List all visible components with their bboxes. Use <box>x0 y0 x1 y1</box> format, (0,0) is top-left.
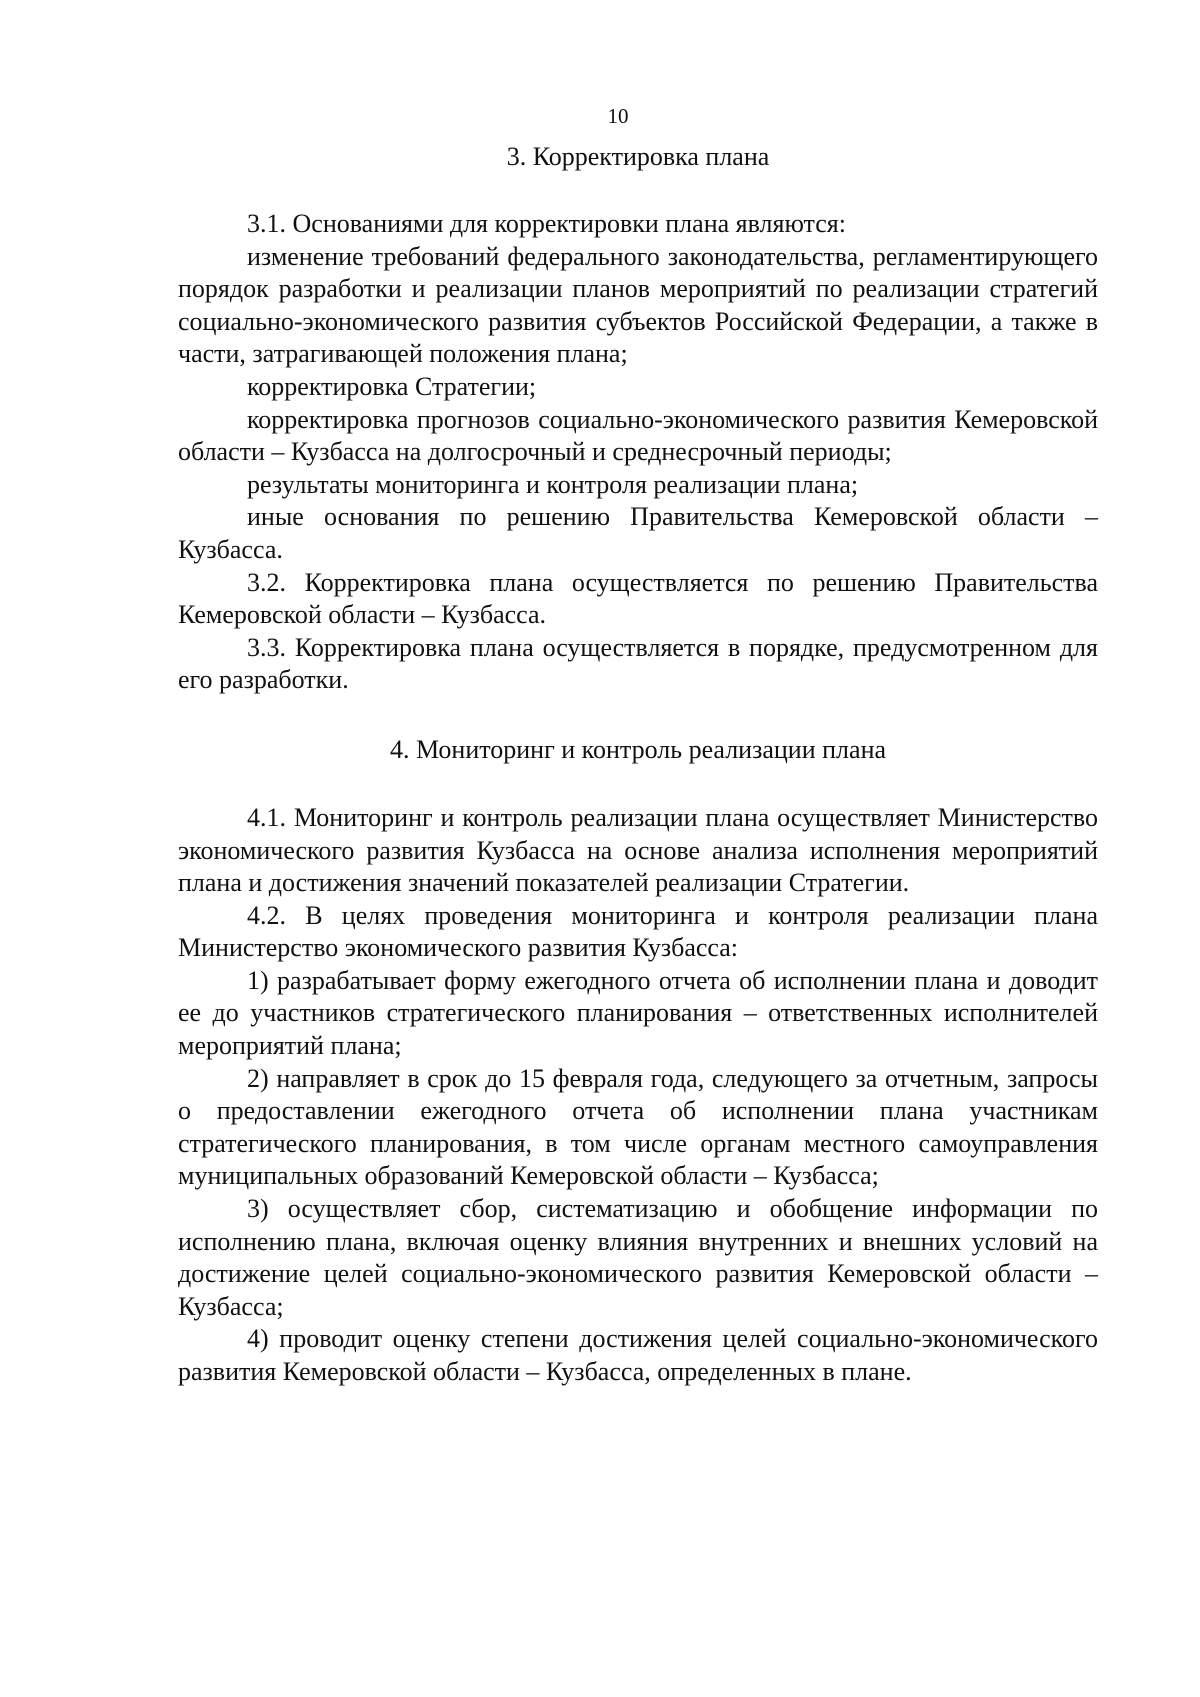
basis-item-forecasts: корректировка прогнозов социально-экономического развития Кемеровской области – Кузбасса на долгосрочный и среднесрочный периоды; <box>178 404 1098 467</box>
document-body <box>178 140 1098 1389</box>
paragraph-3-1: 3.1. Основаниями для корректировки плана являются: <box>247 209 846 238</box>
list-item-2: 2) направляет в срок до 15 февраля года, следующего за отчетным, запросы о предоставлении ежегодного отчета об исполнении плана участникам стратегического планирования, в том числе органам местного самоуправления муниципальных образований Кемеровской области – Кузбасса; <box>178 1063 1098 1191</box>
page-number: 10 <box>607 104 629 128</box>
paragraph-3-2: 3.2. Корректировка плана осуществляется по решению Правительства Кемеровской области – Кузбасса. <box>178 567 1098 630</box>
basis-item-legislation: изменение требований федерального законодательства, регламентирующего порядок разработки и реализации планов мероприятий по реализации стратегий социально-экономического развития субъектов Российской Федерации, а также в части, затрагивающей положения плана; <box>178 241 1098 369</box>
list-item-4: 4) проводит оценку степени достижения целей социально-экономического развития Кемеровской области – Кузбасса, определенных в плане. <box>178 1324 1098 1386</box>
list-item-3: 3) осуществляет сбор, систематизацию и обобщение информации по исполнению плана, включая оценку влияния внутренних и внешних условий на достижение целей социально-экономического развития Кемеровской области – Кузбасса; <box>178 1194 1098 1321</box>
basis-item-strategy: корректировка Стратегии; <box>247 371 537 401</box>
paragraph-3-3: 3.3. Корректировка плана осуществляется в порядке, предусмотренном для его разработки. <box>178 632 1098 695</box>
paragraph-4-1: 4.1. Мониторинг и контроль реализации плана осуществляет Министерство экономического развития Кузбасса на основе анализа исполнения мероприятий плана и достижения значений показателей реализации Стратегии. <box>178 802 1098 898</box>
paragraph-4-2: 4.2. В целях проведения мониторинга и контроля реализации плана Министерство экономического развития Кузбасса: <box>178 900 1098 963</box>
basis-item-other-grounds: иные основания по решению Правительства Кемеровской области – Кузбасса. <box>178 502 1098 564</box>
section-3-heading: 3. Корректировка плана <box>506 142 770 171</box>
section-4-heading: 4. Мониторинг и контроль реализации плана <box>389 734 887 764</box>
list-item-1: 1) разрабатывает форму ежегодного отчета об исполнении плана и доводит ее до участников стратегического планирования – ответственных исполнителей мероприятий плана; <box>178 965 1098 1061</box>
basis-item-monitoring-results: результаты мониторинга и контроля реализации плана; <box>247 469 859 499</box>
